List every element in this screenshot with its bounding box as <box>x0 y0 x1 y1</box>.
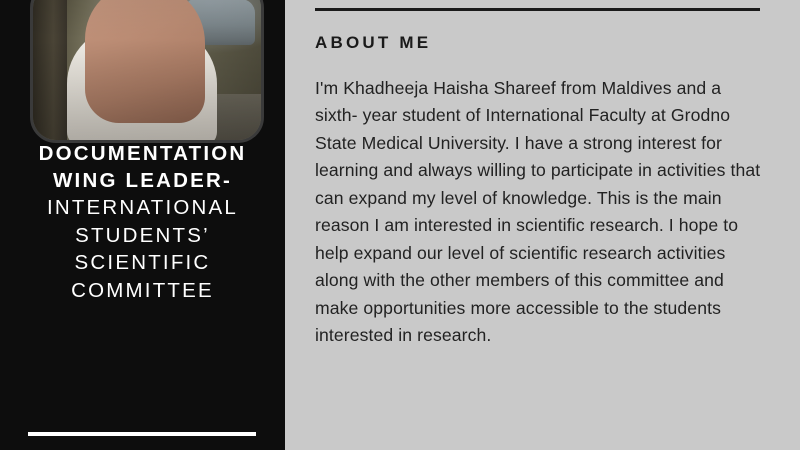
right-panel <box>285 0 800 450</box>
role-title-line-2: WING LEADER- <box>53 169 232 193</box>
portrait-photo <box>30 0 264 143</box>
about-me-heading: ABOUT ME <box>315 33 432 52</box>
role-subtitle-line-3: SCIENTIFIC <box>74 251 211 275</box>
left-panel <box>0 0 285 450</box>
photo-vignette <box>33 0 261 140</box>
about-me-paragraph: I'm Khadheeja Haisha Shareef from Maldives and a sixth- year student of International Faculty at Grodno State Medical University. I have a strong interest for learning and always willing to participate in activities that can expand my level of knowledge. This is the main reason I am interested in scientific research. I hope to help expand our level of scientific research activities along with the other members of this committee and make opportunities more accessible to the students interested in research. <box>315 78 761 345</box>
bottom-divider <box>28 432 256 436</box>
role-title-block <box>0 140 285 304</box>
role-title-line-1: DOCUMENTATION <box>38 142 247 165</box>
role-subtitle-line-4: COMMITTEE <box>71 278 214 302</box>
photo-background <box>33 0 261 140</box>
top-divider <box>315 8 760 11</box>
role-subtitle-line-1: INTERNATIONAL <box>46 196 239 220</box>
role-subtitle-line-2: STUDENTS’ <box>75 223 210 247</box>
